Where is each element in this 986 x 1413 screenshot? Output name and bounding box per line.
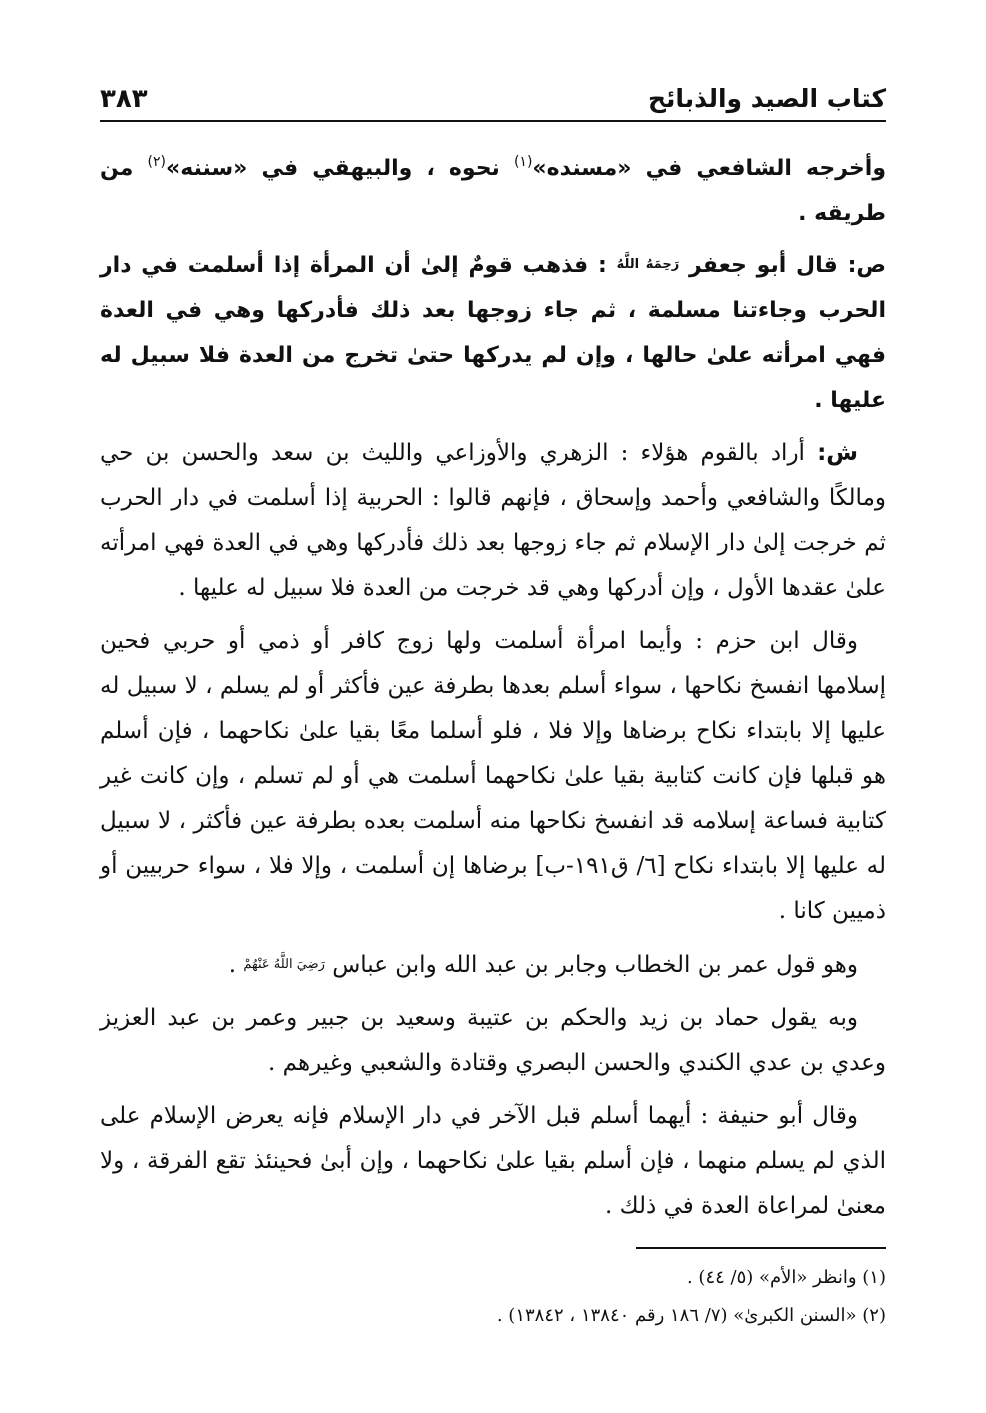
footnote-separator [636, 1247, 886, 1249]
honorific-glyph: رَحِمَهُ اللَّهُ [616, 257, 680, 272]
paragraph-ibn-hazm [100, 619, 886, 934]
paragraph-text: . [228, 952, 244, 978]
footnote-ref-2: (٢) [147, 154, 167, 170]
paragraph-text: وبه يقول حماد بن زيد والحكم بن عتيبة وسعيد بن جبير وعمر بن عبد العزيز وعدي بن عدي الكندي والحسن البصري وقتادة والشعبي وغيرهم . [100, 1005, 886, 1076]
footnotes [100, 1259, 886, 1335]
main-text [100, 140, 886, 1229]
paragraph-companions [100, 942, 886, 988]
sharh-marker: ش: [817, 440, 858, 466]
honorific-glyph: رَضِيَ اللَّهُ عَنْهُمْ [243, 957, 325, 972]
footnote-ref-1: (١) [513, 154, 533, 170]
page-number: ٣٨٣ [100, 84, 148, 114]
running-title: كتاب الصيد والذبائح [647, 84, 886, 113]
paragraph-text: وأخرجه الشافعي في «مسنده» [532, 156, 887, 181]
running-header [100, 70, 886, 122]
paragraph-text: وهو قول عمر بن الخطاب وجابر بن عبد الله وابن عباس [324, 952, 858, 978]
matn-marker: ص: [847, 253, 886, 278]
paragraph-text: وقال ابن حزم : وأيما امرأة أسلمت ولها زوج كافر أو ذمي أو حربي فحين إسلامها انفسخ نكاحها ، سواء أسلم بعدها بطرفة عين فأكثر أو لم يسلم ، لا سبيل له عليها إلا بابتداء نكاح برضاها وإلا فلا ، فلو أسلما معًا بقيا علىٰ نكاحهما ، فإن أسلم هو قبلها فإن كانت كتابية بقيا علىٰ نكاحهما أسلمت هي أو لم تسلم ، وإن كانت غير كتابية فساعة إسلامه قد انفسخ نكاحها منه أسلمت بعده بطرفة عين فأكثر ، لا سبيل له عليها إلا بابتداء نكاح [٦/ ق١٩١-ب] برضاها إن أسلمت ، وإلا فلا ، سواء حربيين أو ذميين كانا . [100, 628, 887, 924]
paragraph-text: من طريقه . [100, 156, 886, 226]
paragraph-text: أراد بالقوم هؤلاء : الزهري والأوزاعي والليث بن سعد والحسن بن حي ومالكًا والشافعي وأحمد وإسحاق ، فإنهم قالوا : الحربية إذا أسلمت في دار الحرب ثم خرجت إلىٰ دار الإسلام ثم جاء زوجها بعد ذلك فأدركها وهي في العدة فهي امرأته علىٰ عقدها الأول ، وإن أدركها وهي قد خرجت من العدة فلا سبيل له عليها . [100, 440, 886, 601]
paragraph-text: : فذهب قومٌ إلىٰ أن المرأة إذا أسلمت في دار الحرب وجاءتنا مسلمة ، ثم جاء زوجها بعد ذلك فأدركها وهي في العدة فهي امرأته علىٰ حالها ، وإن لم يدركها حتىٰ تخرج من العدة فلا سبيل له عليها . [100, 253, 886, 413]
footnote-1: (١) وانظر «الأم» (٥/ ٤٤) . [686, 1267, 886, 1288]
paragraph-text: وقال أبو حنيفة : أيهما أسلم قبل الآخر في دار الإسلام فإنه يعرض الإسلام على الذي لم يسلم منهما ، فإن أسلم بقيا علىٰ نكاحهما ، وإن أبىٰ فحينئذ تقع الفرقة ، ولا معنىٰ لمراعاة العدة في ذلك . [100, 1103, 886, 1219]
paragraph-text: نحوه ، والبيهقي في «سننه» [166, 156, 514, 181]
paragraph-followers [100, 996, 886, 1086]
footnote-2: (٢) «السنن الكبرىٰ» (٧/ ١٨٦ رقم ١٣٨٤٠ ، ١٣٨٤٢) . [496, 1305, 886, 1326]
paragraph-matn [100, 242, 886, 423]
paragraph-text: قال أبو جعفر [679, 253, 848, 278]
paragraph-abu-hanifa [100, 1094, 886, 1229]
paragraph-sharh [100, 431, 886, 611]
paragraph-takhrij [100, 140, 886, 236]
book-page [100, 70, 886, 1335]
